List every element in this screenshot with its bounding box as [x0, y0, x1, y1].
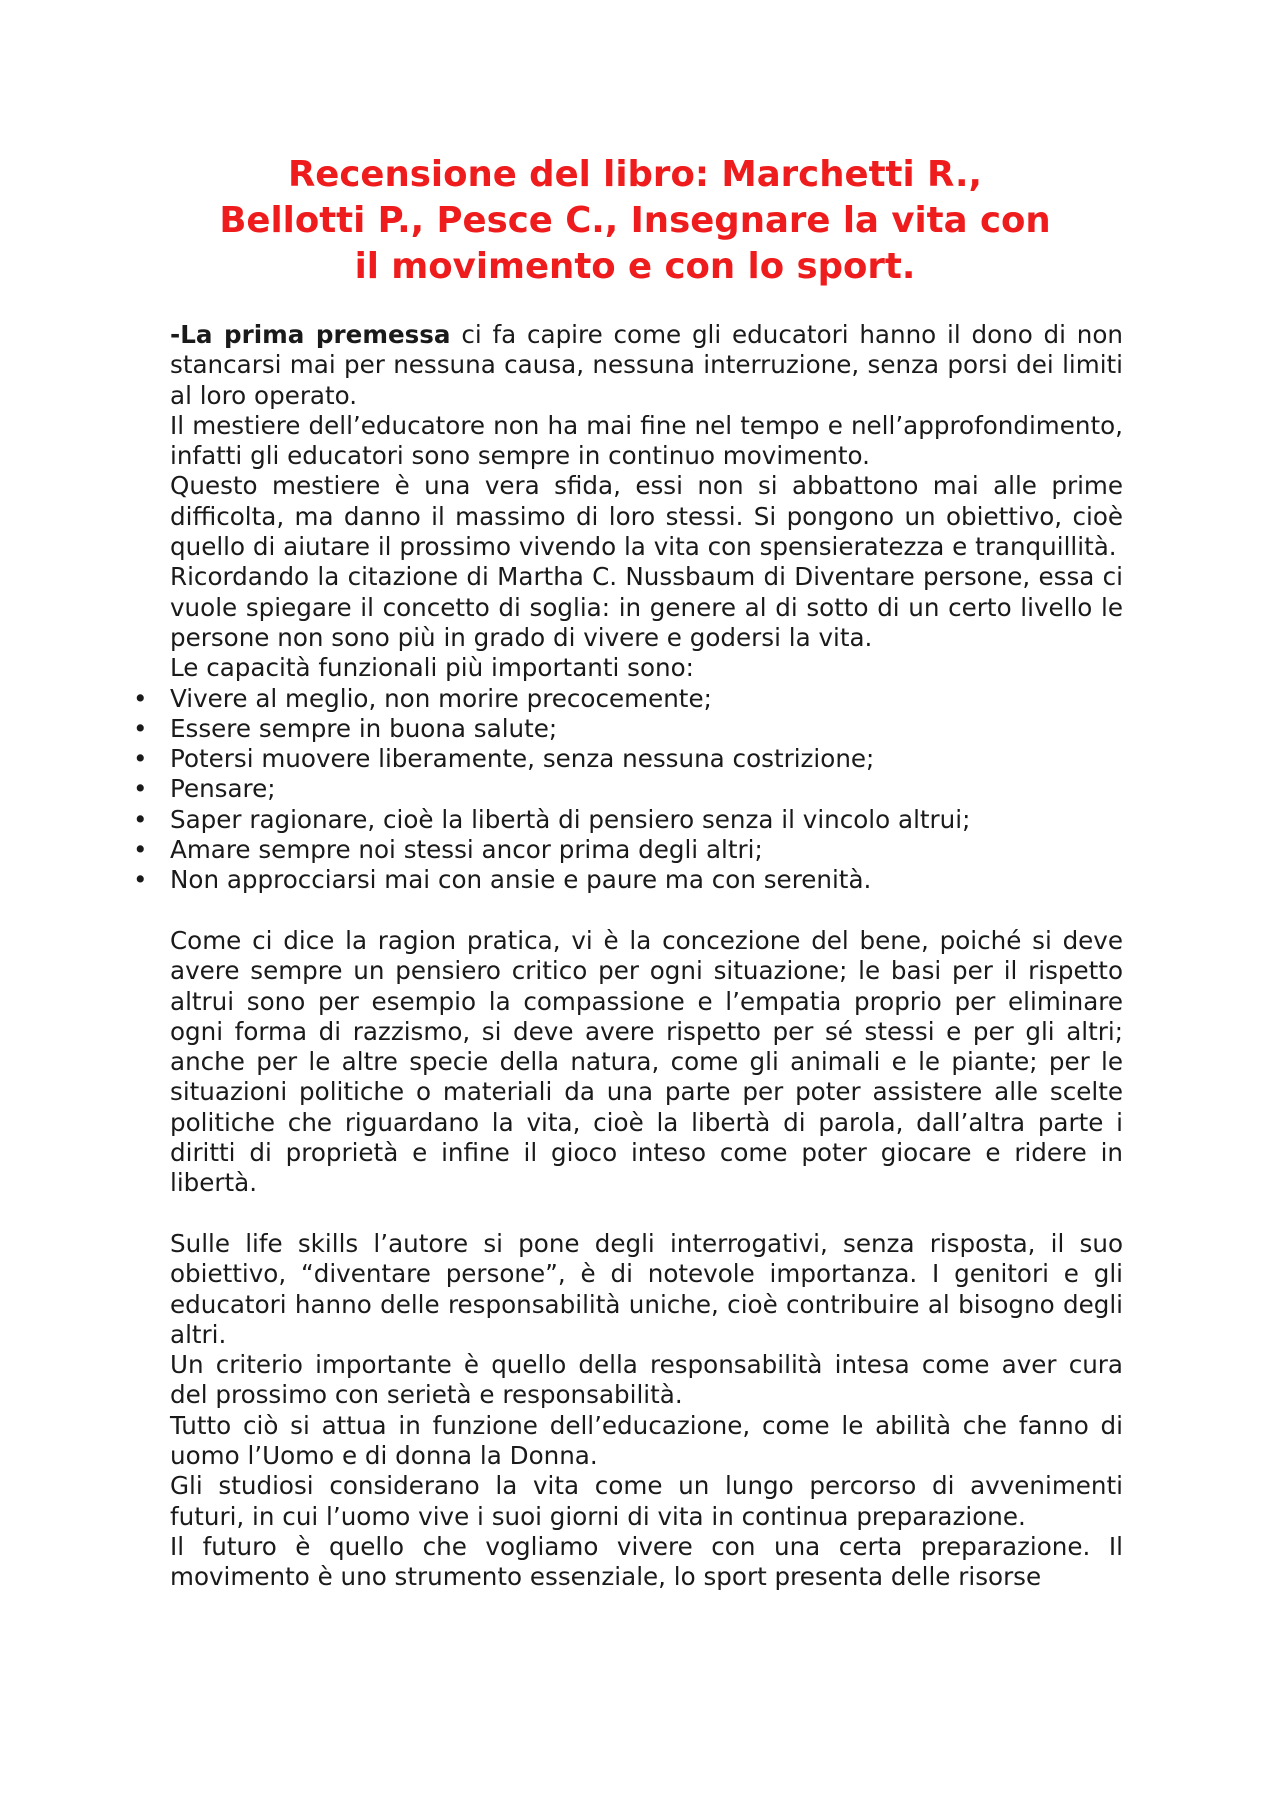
list-item: • Essere sempre in buona salute; [133, 713, 558, 743]
paragraph-nussbaum: Ricordando la citazione di Martha C. Nussbaum di Diventare persone, essa ci vuole spiegare il concetto di soglia: in genere al di sotto di un certo livello le persone non sono più in grado di vivere e godersi la vita. [170, 562, 1123, 652]
paragraph-sfida: Questo mestiere è una vera sfida, essi non si abbattono mai alle prime difficolta, ma danno il massimo di loro stessi. Si pongono un obiettivo, cioè quello di aiutare il prossimo vivendo la vita con spensieratezza e tranquillità. [170, 471, 1123, 562]
title-line-1: Recensione del libro: Marchetti R., [287, 154, 983, 195]
paragraph-life-skills: Sulle life skills l’autore si pone degli interrogativi, senza risposta, il suo obiettivo, “diventare persone”, è di notevole importanza. I genitori e gli educatori hanno delle responsabilità uniche, cioè contribuire al bisogno degli altri. [170, 1228, 1123, 1349]
title-line-3: il movimento e con lo sport. [354, 246, 916, 287]
list-item: • Saper ragionare, cioè la libertà di pensiero senza il vincolo altrui; [133, 804, 971, 834]
paragraph-criterio: Un criterio importante è quello della responsabilità intesa come aver cura del prossimo con serietà e responsabilità. [170, 1350, 1123, 1410]
paragraph-studiosi: Gli studiosi considerano la vita come un lungo percorso di avvenimenti futuri, in cui l’uomo vive i suoi giorni di vita in continua preparazione. [170, 1471, 1123, 1531]
bullet-icon: • [133, 744, 148, 774]
bullet-icon: • [133, 804, 148, 834]
paragraph-premessa [170, 320, 1123, 411]
paragraph-futuro: Il futuro è quello che vogliamo vivere con una certa preparazione. Il movimento è uno strumento essenziale, lo sport presenta delle risorse [170, 1531, 1123, 1592]
premessa-heading: -La prima premessa [170, 320, 451, 349]
premessa-text: ci fa capire come gli educatori hanno il dono di non stancarsi mai per nessuna causa, nessuna interruzione, senza porsi dei limiti al loro operato. [170, 320, 1123, 410]
list-item: • Potersi muovere liberamente, senza nessuna costrizione; [133, 744, 875, 774]
list-item: • Pensare; [133, 774, 276, 804]
document-title [150, 152, 1120, 290]
list-item: • Vivere al meglio, non morire precocemente; [133, 683, 712, 713]
paragraph-educazione: Tutto ciò si attua in funzione dell’educazione, come le abilità che fanno di uomo l’Uomo e di donna la Donna. [170, 1410, 1123, 1470]
list-item: • Non approcciarsi mai con ansie e paure ma con serenità. [133, 865, 872, 895]
paragraph-mestiere: Il mestiere dell’educatore non ha mai fine nel tempo e nell’approfondimento, infatti gli educatori sono sempre in continuo movimento. [170, 410, 1123, 471]
title-line-2: Bellotti P., Pesce C., Insegnare la vita con [219, 200, 1051, 241]
document-body [133, 320, 1123, 1592]
paragraph-ragion-pratica: Come ci dice la ragion pratica, vi è la concezione del bene, poiché si deve avere sempre un pensiero critico per ogni situazione; le basi per il rispetto altrui sono per esempio la compassione e l’empatia proprio per eliminare ogni forma di razzismo, si deve avere rispetto per sé stessi e per gli altri; anche per le altre specie della natura, come gli animali e le piante; per le situazioni politiche o materiali da una parte per poter assistere alle scelte politiche che riguardano la vita, cioè la libertà di parola, dall’altra parte i diritti di proprietà e infine il gioco inteso come poter giocare e ridere in libertà. [170, 925, 1123, 1198]
paragraph-spacer [170, 1199, 1123, 1229]
bullet-icon: • [133, 774, 148, 804]
paragraph-spacer [170, 896, 1123, 926]
bullet-icon: • [133, 835, 148, 865]
bullet-icon: • [133, 713, 148, 743]
bullet-icon: • [133, 865, 148, 895]
paragraph-capacita: Le capacità funzionali più importanti sono: [170, 653, 694, 683]
capacita-list [133, 683, 1123, 896]
list-item: • Amare sempre noi stessi ancor prima degli altri; [133, 835, 763, 865]
bullet-icon: • [133, 683, 148, 713]
